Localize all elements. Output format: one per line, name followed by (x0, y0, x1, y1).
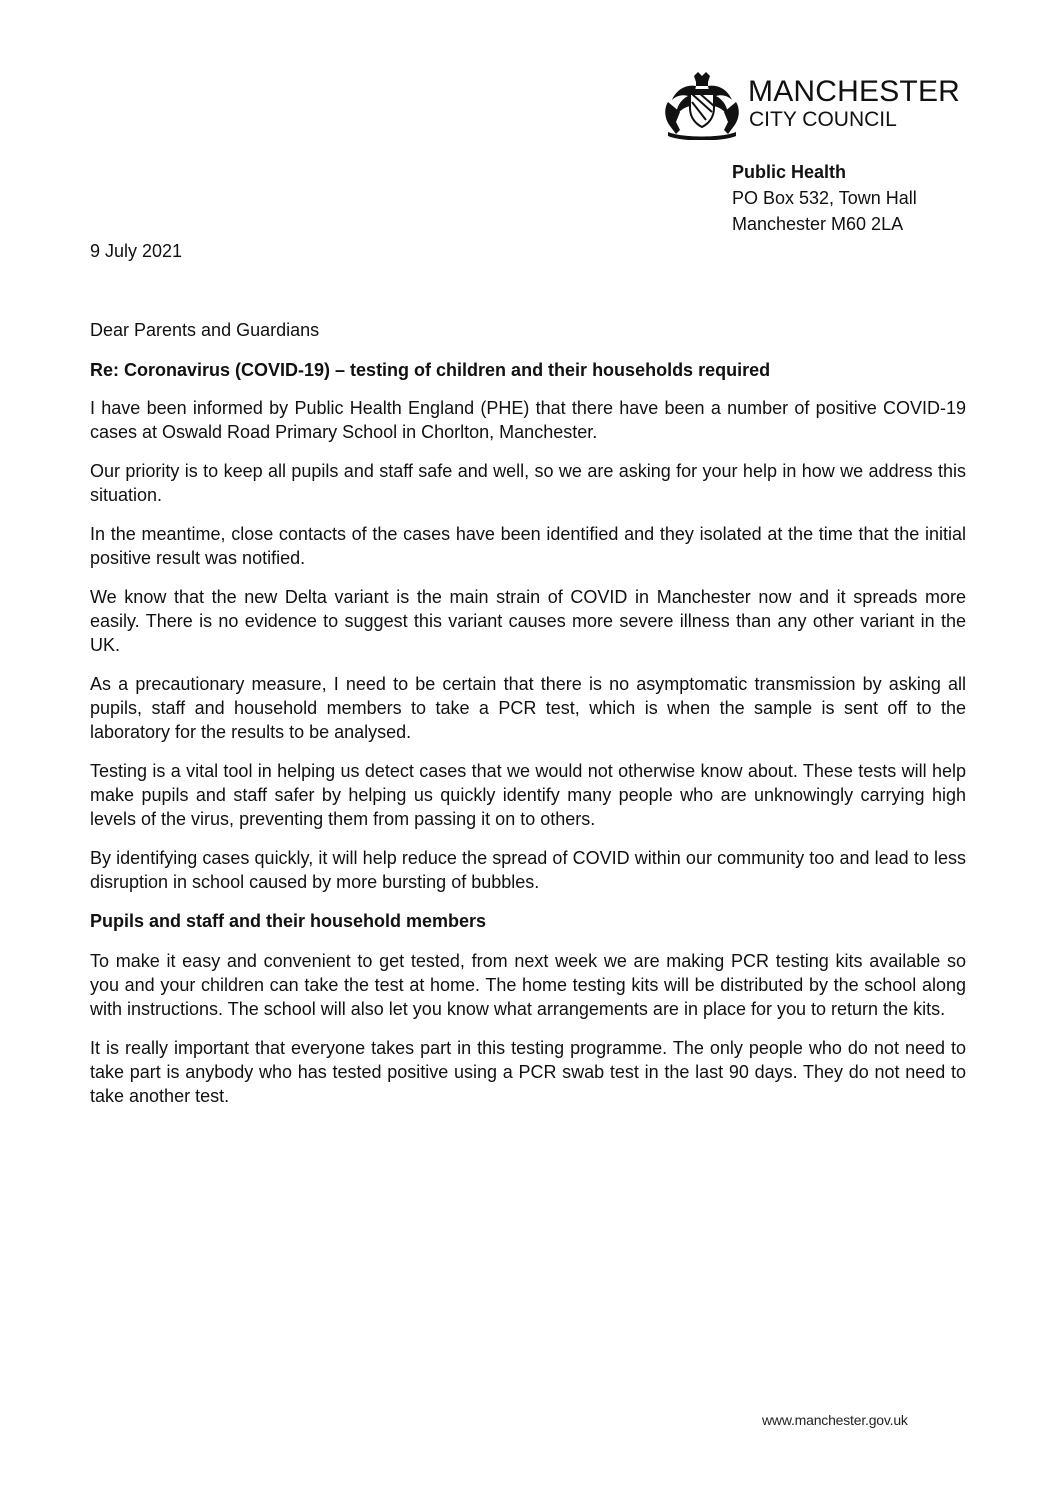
paragraph: By identifying cases quickly, it will help reduce the spread of COVID within our community too and lead to less disruption in school caused by more bursting of bubbles. (90, 848, 966, 892)
address-line-2: Manchester M60 2LA (732, 214, 904, 234)
letter-date: 9 July 2021 (90, 241, 183, 261)
logo-org-subtitle: CITY COUNCIL (749, 108, 897, 131)
paragraph: To make it easy and convenient to get tested, from next week we are making PCR testing kits available so you and your children can take the test at home. The home testing kits will be distributed by the school along with instructions. The school will also let you know what arrangements are in place for you to return the kits. (90, 951, 966, 1019)
city-crest-icon (662, 72, 742, 140)
logo-org-name: MANCHESTER (748, 75, 961, 108)
paragraph: Testing is a vital tool in helping us detect cases that we would not otherwise know about. These tests will help make pupils and staff safer by helping us quickly identify many people who are unknowingly carrying high levels of the virus, preventing them from passing it on to others. (90, 761, 966, 829)
paragraph: I have been informed by Public Health England (PHE) that there have been a number of positive COVID-19 cases at Oswald Road Primary School in Chorlton, Manchester. (90, 398, 966, 442)
address-department: Public Health (732, 162, 847, 182)
letter-subject: Re: Coronavirus (COVID-19) – testing of children and their households required (90, 360, 771, 380)
footer-website: www.manchester.gov.uk (762, 1412, 908, 1428)
paragraph: As a precautionary measure, I need to be certain that there is no asymptomatic transmission by asking all pupils, staff and household members to take a PCR test, which is when the sample is sent off to the laboratory for the results to be analysed. (90, 674, 966, 742)
sender-address (732, 159, 917, 237)
paragraph: Our priority is to keep all pupils and staff safe and well, so we are asking for your help in how we address this situation. (90, 461, 966, 505)
section-heading: Pupils and staff and their household members (90, 911, 487, 931)
paragraph: In the meantime, close contacts of the cases have been identified and they isolated at the time that the initial positive result was notified. (90, 524, 966, 568)
address-line-1: PO Box 532, Town Hall (732, 188, 917, 208)
salutation: Dear Parents and Guardians (90, 320, 320, 340)
paragraph: We know that the new Delta variant is the main strain of COVID in Manchester now and it spreads more easily. There is no evidence to suggest this variant causes more severe illness than any other variant in the UK. (90, 587, 966, 655)
letter-body (90, 318, 966, 1123)
council-logo (662, 72, 982, 140)
paragraph: It is really important that everyone takes part in this testing programme. The only people who do not need to take part is anybody who has tested positive using a PCR swab test in the last 90 days. They do not need to take another test. (90, 1038, 966, 1106)
